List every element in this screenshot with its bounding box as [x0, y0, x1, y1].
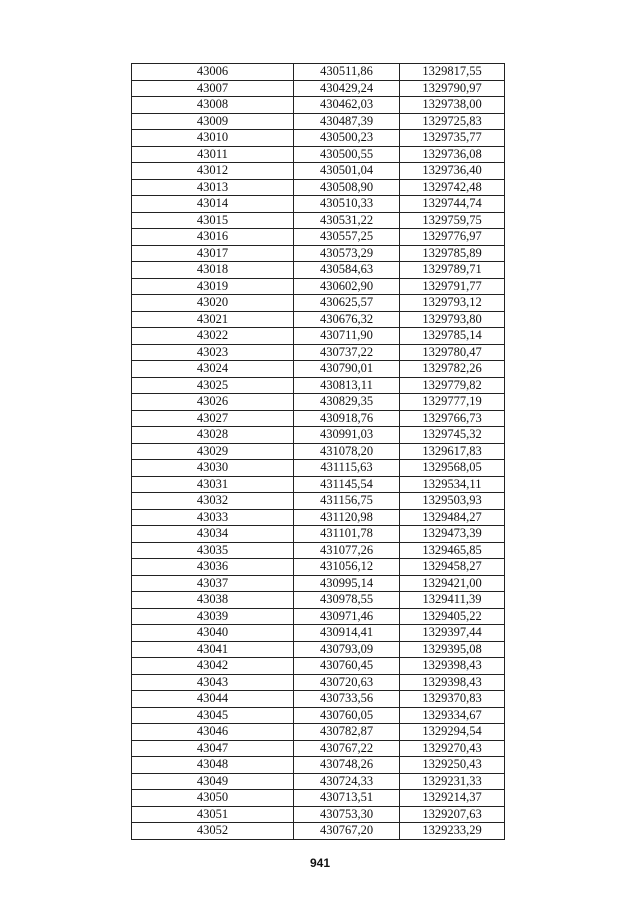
- y-coordinate-cell: 1329779,82: [400, 377, 505, 394]
- y-coordinate-cell: 1329370,83: [400, 691, 505, 708]
- point-number-cell: 43010: [132, 130, 294, 147]
- table-row: [132, 608, 505, 625]
- y-coordinate-cell: 1329617,83: [400, 443, 505, 460]
- point-number-cell: 43014: [132, 196, 294, 213]
- point-number-cell: 43035: [132, 542, 294, 559]
- y-coordinate-cell: 1329473,39: [400, 526, 505, 543]
- table-row: [132, 691, 505, 708]
- y-coordinate-cell: 1329735,77: [400, 130, 505, 147]
- x-coordinate-cell: 431101,78: [294, 526, 400, 543]
- point-number-cell: 43022: [132, 328, 294, 345]
- y-coordinate-cell: 1329534,11: [400, 476, 505, 493]
- coordinates-table: [131, 63, 505, 840]
- x-coordinate-cell: 430782,87: [294, 724, 400, 741]
- point-number-cell: 43029: [132, 443, 294, 460]
- y-coordinate-cell: 1329233,29: [400, 823, 505, 840]
- table-row: [132, 460, 505, 477]
- table-row: [132, 493, 505, 510]
- table-row: [132, 64, 505, 81]
- point-number-cell: 43006: [132, 64, 294, 81]
- point-number-cell: 43013: [132, 179, 294, 196]
- x-coordinate-cell: 430487,39: [294, 113, 400, 130]
- point-number-cell: 43030: [132, 460, 294, 477]
- y-coordinate-cell: 1329397,44: [400, 625, 505, 642]
- x-coordinate-cell: 430793,09: [294, 641, 400, 658]
- x-coordinate-cell: 430462,03: [294, 97, 400, 114]
- y-coordinate-cell: 1329744,74: [400, 196, 505, 213]
- x-coordinate-cell: 431145,54: [294, 476, 400, 493]
- table-row: [132, 658, 505, 675]
- y-coordinate-cell: 1329766,73: [400, 410, 505, 427]
- table-row: [132, 740, 505, 757]
- table-row: [132, 146, 505, 163]
- x-coordinate-cell: 430711,90: [294, 328, 400, 345]
- point-number-cell: 43038: [132, 592, 294, 609]
- point-number-cell: 43020: [132, 295, 294, 312]
- table-row: [132, 212, 505, 229]
- y-coordinate-cell: 1329250,43: [400, 757, 505, 774]
- table-row: [132, 410, 505, 427]
- table-row: [132, 311, 505, 328]
- y-coordinate-cell: 1329817,55: [400, 64, 505, 81]
- table-row: [132, 361, 505, 378]
- y-coordinate-cell: 1329759,75: [400, 212, 505, 229]
- point-number-cell: 43042: [132, 658, 294, 675]
- x-coordinate-cell: 430914,41: [294, 625, 400, 642]
- x-coordinate-cell: 430508,90: [294, 179, 400, 196]
- y-coordinate-cell: 1329793,12: [400, 295, 505, 312]
- x-coordinate-cell: 430531,22: [294, 212, 400, 229]
- table-row: [132, 542, 505, 559]
- table-row: [132, 823, 505, 840]
- point-number-cell: 43007: [132, 80, 294, 97]
- y-coordinate-cell: 1329503,93: [400, 493, 505, 510]
- point-number-cell: 43050: [132, 790, 294, 807]
- y-coordinate-cell: 1329395,08: [400, 641, 505, 658]
- point-number-cell: 43011: [132, 146, 294, 163]
- x-coordinate-cell: 430971,46: [294, 608, 400, 625]
- x-coordinate-cell: 430995,14: [294, 575, 400, 592]
- point-number-cell: 43008: [132, 97, 294, 114]
- table-row: [132, 707, 505, 724]
- point-number-cell: 43052: [132, 823, 294, 840]
- y-coordinate-cell: 1329785,14: [400, 328, 505, 345]
- y-coordinate-cell: 1329785,89: [400, 245, 505, 262]
- point-number-cell: 43031: [132, 476, 294, 493]
- y-coordinate-cell: 1329465,85: [400, 542, 505, 559]
- y-coordinate-cell: 1329568,05: [400, 460, 505, 477]
- table-row: [132, 344, 505, 361]
- point-number-cell: 43034: [132, 526, 294, 543]
- x-coordinate-cell: 430511,86: [294, 64, 400, 81]
- x-coordinate-cell: 430500,55: [294, 146, 400, 163]
- point-number-cell: 43019: [132, 278, 294, 295]
- y-coordinate-cell: 1329780,47: [400, 344, 505, 361]
- y-coordinate-cell: 1329736,40: [400, 163, 505, 180]
- y-coordinate-cell: 1329207,63: [400, 806, 505, 823]
- table-row: [132, 130, 505, 147]
- x-coordinate-cell: 431077,26: [294, 542, 400, 559]
- table-row: [132, 625, 505, 642]
- point-number-cell: 43048: [132, 757, 294, 774]
- y-coordinate-cell: 1329745,32: [400, 427, 505, 444]
- point-number-cell: 43039: [132, 608, 294, 625]
- x-coordinate-cell: 430676,32: [294, 311, 400, 328]
- x-coordinate-cell: 430602,90: [294, 278, 400, 295]
- point-number-cell: 43043: [132, 674, 294, 691]
- y-coordinate-cell: 1329270,43: [400, 740, 505, 757]
- point-number-cell: 43026: [132, 394, 294, 411]
- y-coordinate-cell: 1329405,22: [400, 608, 505, 625]
- table-row: [132, 443, 505, 460]
- table-row: [132, 773, 505, 790]
- point-number-cell: 43036: [132, 559, 294, 576]
- y-coordinate-cell: 1329214,37: [400, 790, 505, 807]
- table-row: [132, 245, 505, 262]
- y-coordinate-cell: 1329411,39: [400, 592, 505, 609]
- table-row: [132, 262, 505, 279]
- point-number-cell: 43012: [132, 163, 294, 180]
- table-row: [132, 526, 505, 543]
- x-coordinate-cell: 431115,63: [294, 460, 400, 477]
- table-row: [132, 476, 505, 493]
- x-coordinate-cell: 430767,22: [294, 740, 400, 757]
- table-row: [132, 80, 505, 97]
- table-row: [132, 674, 505, 691]
- point-number-cell: 43016: [132, 229, 294, 246]
- table-row: [132, 295, 505, 312]
- y-coordinate-cell: 1329294,54: [400, 724, 505, 741]
- table-row: [132, 724, 505, 741]
- y-coordinate-cell: 1329776,97: [400, 229, 505, 246]
- x-coordinate-cell: 430978,55: [294, 592, 400, 609]
- y-coordinate-cell: 1329791,77: [400, 278, 505, 295]
- x-coordinate-cell: 430737,22: [294, 344, 400, 361]
- table-row: [132, 179, 505, 196]
- x-coordinate-cell: 430829,35: [294, 394, 400, 411]
- table-row: [132, 427, 505, 444]
- table-row: [132, 641, 505, 658]
- point-number-cell: 43015: [132, 212, 294, 229]
- point-number-cell: 43051: [132, 806, 294, 823]
- x-coordinate-cell: 430713,51: [294, 790, 400, 807]
- point-number-cell: 43028: [132, 427, 294, 444]
- x-coordinate-cell: 430790,01: [294, 361, 400, 378]
- point-number-cell: 43049: [132, 773, 294, 790]
- table-row: [132, 377, 505, 394]
- y-coordinate-cell: 1329398,43: [400, 674, 505, 691]
- x-coordinate-cell: 430501,04: [294, 163, 400, 180]
- x-coordinate-cell: 431078,20: [294, 443, 400, 460]
- point-number-cell: 43017: [132, 245, 294, 262]
- table-row: [132, 592, 505, 609]
- table-row: [132, 97, 505, 114]
- table-row: [132, 163, 505, 180]
- x-coordinate-cell: 430760,45: [294, 658, 400, 675]
- y-coordinate-cell: 1329421,00: [400, 575, 505, 592]
- y-coordinate-cell: 1329231,33: [400, 773, 505, 790]
- x-coordinate-cell: 430584,63: [294, 262, 400, 279]
- point-number-cell: 43027: [132, 410, 294, 427]
- x-coordinate-cell: 430500,23: [294, 130, 400, 147]
- point-number-cell: 43047: [132, 740, 294, 757]
- table-row: [132, 790, 505, 807]
- table-row: [132, 509, 505, 526]
- x-coordinate-cell: 431156,75: [294, 493, 400, 510]
- point-number-cell: 43044: [132, 691, 294, 708]
- x-coordinate-cell: 430767,20: [294, 823, 400, 840]
- point-number-cell: 43025: [132, 377, 294, 394]
- table-row: [132, 575, 505, 592]
- point-number-cell: 43041: [132, 641, 294, 658]
- y-coordinate-cell: 1329334,67: [400, 707, 505, 724]
- x-coordinate-cell: 430720,63: [294, 674, 400, 691]
- x-coordinate-cell: 430918,76: [294, 410, 400, 427]
- y-coordinate-cell: 1329458,27: [400, 559, 505, 576]
- y-coordinate-cell: 1329782,26: [400, 361, 505, 378]
- y-coordinate-cell: 1329398,43: [400, 658, 505, 675]
- point-number-cell: 43032: [132, 493, 294, 510]
- x-coordinate-cell: 430429,24: [294, 80, 400, 97]
- table-row: [132, 229, 505, 246]
- x-coordinate-cell: 430733,56: [294, 691, 400, 708]
- point-number-cell: 43037: [132, 575, 294, 592]
- coordinates-table-body: [132, 64, 505, 840]
- x-coordinate-cell: 430753,30: [294, 806, 400, 823]
- point-number-cell: 43033: [132, 509, 294, 526]
- table-row: [132, 113, 505, 130]
- point-number-cell: 43040: [132, 625, 294, 642]
- x-coordinate-cell: 430557,25: [294, 229, 400, 246]
- point-number-cell: 43009: [132, 113, 294, 130]
- point-number-cell: 43018: [132, 262, 294, 279]
- x-coordinate-cell: 430724,33: [294, 773, 400, 790]
- y-coordinate-cell: 1329790,97: [400, 80, 505, 97]
- y-coordinate-cell: 1329793,80: [400, 311, 505, 328]
- x-coordinate-cell: 431120,98: [294, 509, 400, 526]
- point-number-cell: 43023: [132, 344, 294, 361]
- table-row: [132, 757, 505, 774]
- x-coordinate-cell: 430748,26: [294, 757, 400, 774]
- point-number-cell: 43024: [132, 361, 294, 378]
- table-row: [132, 328, 505, 345]
- point-number-cell: 43021: [132, 311, 294, 328]
- x-coordinate-cell: 430991,03: [294, 427, 400, 444]
- table-row: [132, 278, 505, 295]
- y-coordinate-cell: 1329742,48: [400, 179, 505, 196]
- table-row: [132, 559, 505, 576]
- table-row: [132, 394, 505, 411]
- table-row: [132, 806, 505, 823]
- x-coordinate-cell: 430573,29: [294, 245, 400, 262]
- page-number: 941: [309, 856, 331, 870]
- y-coordinate-cell: 1329484,27: [400, 509, 505, 526]
- x-coordinate-cell: 430760,05: [294, 707, 400, 724]
- point-number-cell: 43046: [132, 724, 294, 741]
- y-coordinate-cell: 1329789,71: [400, 262, 505, 279]
- x-coordinate-cell: 431056,12: [294, 559, 400, 576]
- point-number-cell: 43045: [132, 707, 294, 724]
- x-coordinate-cell: 430813,11: [294, 377, 400, 394]
- y-coordinate-cell: 1329725,83: [400, 113, 505, 130]
- x-coordinate-cell: 430625,57: [294, 295, 400, 312]
- y-coordinate-cell: 1329736,08: [400, 146, 505, 163]
- y-coordinate-cell: 1329777,19: [400, 394, 505, 411]
- x-coordinate-cell: 430510,33: [294, 196, 400, 213]
- y-coordinate-cell: 1329738,00: [400, 97, 505, 114]
- table-row: [132, 196, 505, 213]
